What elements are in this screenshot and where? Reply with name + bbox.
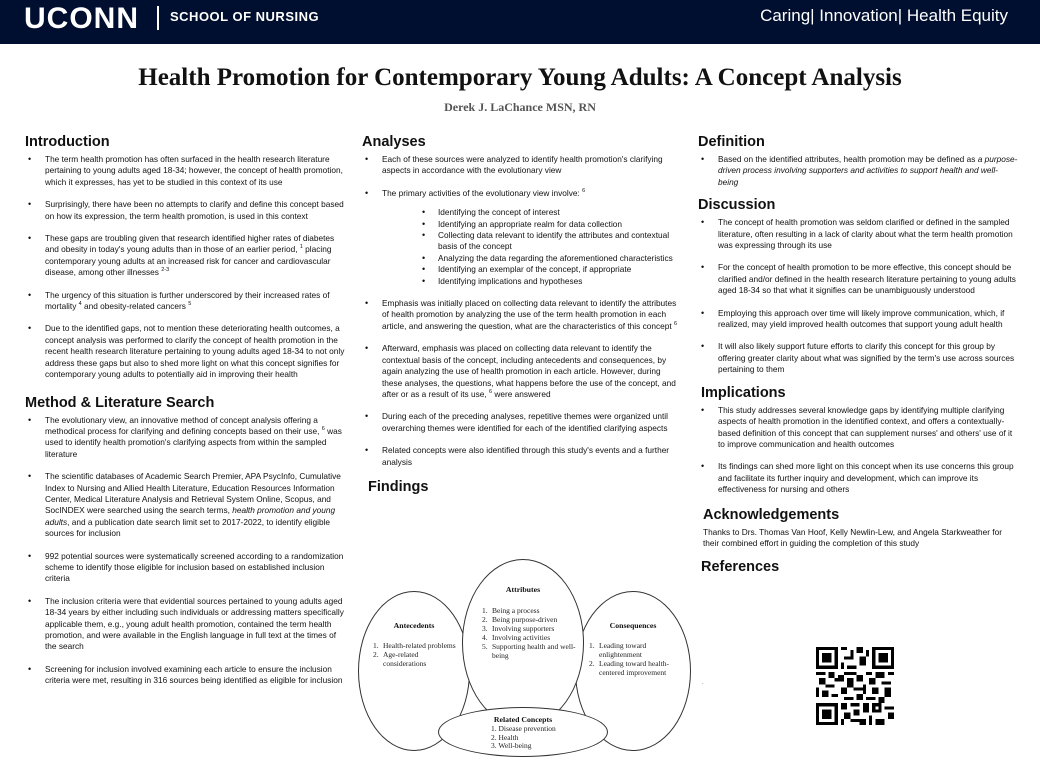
definition-heading: Definition <box>698 134 765 150</box>
related-concepts-list <box>491 725 591 751</box>
school-name: SCHOOL OF NURSING <box>170 9 320 24</box>
text-run: The urgency of this situation is further underscored by their increased rates of mortality <box>45 289 330 312</box>
introduction-heading: Introduction <box>25 134 110 150</box>
list-item: • Identifying an exemplar of the concept, if appropriate <box>414 264 682 275</box>
list-item: • The inclusion criteria were that evidential sources pertained to young adults aged 18-34 years by either including such individuals or addressing matters specifically applicable them, e.g., young adult health promotion, contained the term health promotion, and were available in the English language in full text at the times of the search <box>25 596 345 653</box>
citation: 1 <box>299 244 303 251</box>
list-item <box>25 471 345 539</box>
findings-diagram <box>356 555 692 760</box>
list-item: 4. Involving activities <box>482 633 551 642</box>
list-item: • Due to the identified gaps, not to mention these deteriorating health outcomes, a concept analysis was performed to clarify the concept of health promotion in the recent health research literature pertaining to young adults aged 18-34 to not only address these gaps but also to shed more light on what this concept signifies for contemporary young adults to potentially aid in improving their health <box>25 323 345 380</box>
discussion-heading: Discussion <box>698 197 776 214</box>
list-item: 1. Disease prevention <box>491 724 556 733</box>
tagline: Caring| Innovation| Health Equity <box>760 6 1008 25</box>
list-item <box>25 290 345 313</box>
text-run: Emphasis was initially placed on collecting data relevant to identify the attributes of health promotion by analyzing the use of the term health promotion in each article, and answering the question, what are the characteristics of this concept <box>382 298 677 331</box>
antecedents-list <box>373 641 461 668</box>
poster-author: Derek J. LaChance MSN, RN <box>444 100 596 114</box>
list-item: • Screening for inclusion involved examining each article to ensure the inclusion criteria were met, resulting in 316 sources being identified as eligible for inclusion <box>25 664 345 687</box>
citation: 4 <box>78 301 82 308</box>
text-run: Based on the identified attributes, health promotion may be defined as <box>718 154 978 164</box>
findings-heading: Findings <box>368 478 429 495</box>
definition-text: a purpose-driven process involving supporters and activities to support health and well-being <box>718 154 1018 187</box>
antecedents-title: Antecedents <box>393 621 435 630</box>
list-item <box>362 188 682 287</box>
list-item: • For the concept of health promotion to be more effective, this concept should be clarified and/or defined in the health research literature pertaining to young adults aged 18-34 so that what it signifies can be unambiguously understood <box>698 262 1018 296</box>
list-item: 1. Leading toward enlightenment <box>589 641 647 659</box>
list-item <box>25 233 345 279</box>
acknowledgements-heading: Acknowledgements <box>703 506 840 523</box>
references-heading: References <box>701 559 780 576</box>
citation: 2-3 <box>161 267 170 274</box>
method-list <box>25 415 345 687</box>
column-right <box>698 134 1018 579</box>
citation: 6 <box>489 389 493 396</box>
column-middle <box>362 134 682 499</box>
list-item: • Employing this approach over time will likely improve communication, which, if realized, may yield improved health outcomes that support young adult health <box>698 308 1018 331</box>
definition-list <box>698 154 1018 188</box>
search-terms: health promotion and young adults <box>45 505 336 527</box>
list-item: 2. Being purpose-driven <box>482 615 558 624</box>
header-bar <box>0 0 1040 44</box>
list-item: 2. Leading toward health-centered improvement <box>589 659 669 677</box>
implications-heading: Implications <box>701 384 786 401</box>
text-run: and obesity-related cancers <box>81 301 189 312</box>
list-item: 1. Health-related problems <box>373 641 456 650</box>
analyses-list <box>362 154 682 468</box>
list-item <box>362 343 682 400</box>
list-item: • During each of the preceding analyses, repetitive themes were organized until overarching themes were identified for each of the identified clarifying aspects <box>362 411 682 434</box>
logo-divider <box>157 6 159 30</box>
list-item <box>25 415 345 461</box>
list-item: • Surprisingly, there have been no attempts to clarify and define this concept based on how its expression, the term health promotion, is used in this context <box>25 199 345 222</box>
acknowledgements-text: Thanks to Drs. Thomas Van Hoof, Kelly Newlin-Lew, and Angela Starkweather for their combined effort in guiding the completion of this study <box>703 526 1002 548</box>
attributes-list <box>482 606 576 660</box>
list-item: • This study addresses several knowledge gaps by identifying multiple clarifying aspects of health promotion in the identified context, and offers a contextually-based definition of this concept that can supplement nurses' and others' use of it to improve communication and health outcomes <box>698 405 1018 451</box>
citation: 6 <box>321 426 325 433</box>
consequences-list <box>589 641 683 677</box>
text-run: The evolutionary view, an innovative method of concept analysis offering a methodical process for clarifying and defining concepts based on their use, <box>45 414 322 436</box>
uconn-logo: UCONN <box>24 2 139 35</box>
citation: 6 <box>582 188 586 195</box>
list-item: • Identifying an appropriate realm for data collection <box>414 219 682 230</box>
method-heading: Method & Literature Search <box>25 394 215 411</box>
list-item: 5. Supporting health and well-being <box>482 642 576 660</box>
citation: 5 <box>188 301 192 308</box>
text-run: These gaps are troubling given that research identified higher rates of diabetes and obesity in today's young adults than in those of an earlier period, <box>45 233 335 255</box>
implications-list <box>698 405 1018 496</box>
list-item: • It will also likely support future efforts to clarify this concept for this group by offering greater clarity about what was signified by the term's use across sources pertaining to them <box>698 341 1018 375</box>
list-item: • Each of these sources were analyzed to identify health promotion's clarifying aspects in accordance with the evolutionary view <box>362 154 682 177</box>
text-run: The scientific databases of Academic Search Premier, APA PsycInfo, Cumulative Index to Nursing and Allied Health Literature, Education Resources Information Center, Medical Literature Analysis and Retrieval System Online, Scopus, and SocINDEX were searched using the search terms, <box>45 471 341 516</box>
list-item: 1. Being a process <box>482 606 540 615</box>
consequences-title: Consequences <box>609 621 657 630</box>
list-item: • Identifying implications and hypotheses <box>414 276 682 287</box>
related-concepts-title: Related Concepts <box>493 715 553 724</box>
citation: 6 <box>673 321 677 328</box>
list-item: • Identifying the concept of interest <box>414 207 682 218</box>
list-item: 2. Age-related considerations <box>373 650 427 668</box>
text-run: placing contemporary young adults at an increased risk for cancer and cardiovascular disease, among other illnesses <box>45 244 332 278</box>
list-item <box>362 298 682 332</box>
list-item <box>698 154 1018 188</box>
list-item: • Its findings can shed more light on this concept when its use concerns this group and facilitate its further inquiry and development, which can improve its effectiveness for nursing and others <box>698 461 1018 495</box>
list-item: • Related concepts were also identified through this study's events and a further analysis <box>362 445 682 468</box>
list-item: 3. Well-being <box>491 741 532 750</box>
text-run: were answered <box>492 388 551 399</box>
list-item: • Analyzing the data regarding the aforementioned characteristics <box>414 253 682 264</box>
list-item: 2. Health <box>491 732 519 742</box>
list-item: • The concept of health promotion was seldom clarified or defined in the sampled literature, often resulting in a lack of clarity about what the term health promotion was expressing through its use <box>698 217 1018 251</box>
introduction-list <box>25 154 345 381</box>
list-item: • The term health promotion has often surfaced in the health research literature pertaining to young adults aged 18-34; however, the concept of health promotion, which it expresses, has yet to be studied in this context of its use <box>25 154 345 188</box>
text-run: Afterward, emphasis was placed on collecting data relevant to identify the contextual basis of the concept, including antecedents and consequences, by again analyzing the use of health promotion in each article. However, during these analyses, the questions, what happens before the use of the concept, and after or as a result of its use, <box>382 343 676 399</box>
text-run: was used to identify health promotion's clarifying aspects from within the sampled literature <box>45 425 342 459</box>
column-left <box>25 134 345 698</box>
list-item: • 992 potential sources were systematically screened according to a randomization scheme to identify those eligible for inclusion based on established inclusion criteria <box>25 551 345 585</box>
text-run: The primary activities of the evolutionary view involve: <box>382 187 583 198</box>
analyses-heading: Analyses <box>362 134 426 150</box>
qr-code-icon[interactable] <box>816 647 894 725</box>
list-item: • Collecting data relevant to identify the attributes and contextual basis of the concept <box>414 230 682 253</box>
activities-list <box>414 207 682 287</box>
discussion-list <box>698 217 1018 375</box>
references-placeholder: . <box>702 680 704 686</box>
text-run: , and a publication date search limit set to 2017-2022, to identify eligible sources for inclusion <box>45 516 331 539</box>
list-item: 3. Involving supporters <box>482 624 555 633</box>
poster-title: Health Promotion for Contemporary Young Adults: A Concept Analysis <box>138 64 902 91</box>
attributes-title: Attributes <box>505 585 541 594</box>
